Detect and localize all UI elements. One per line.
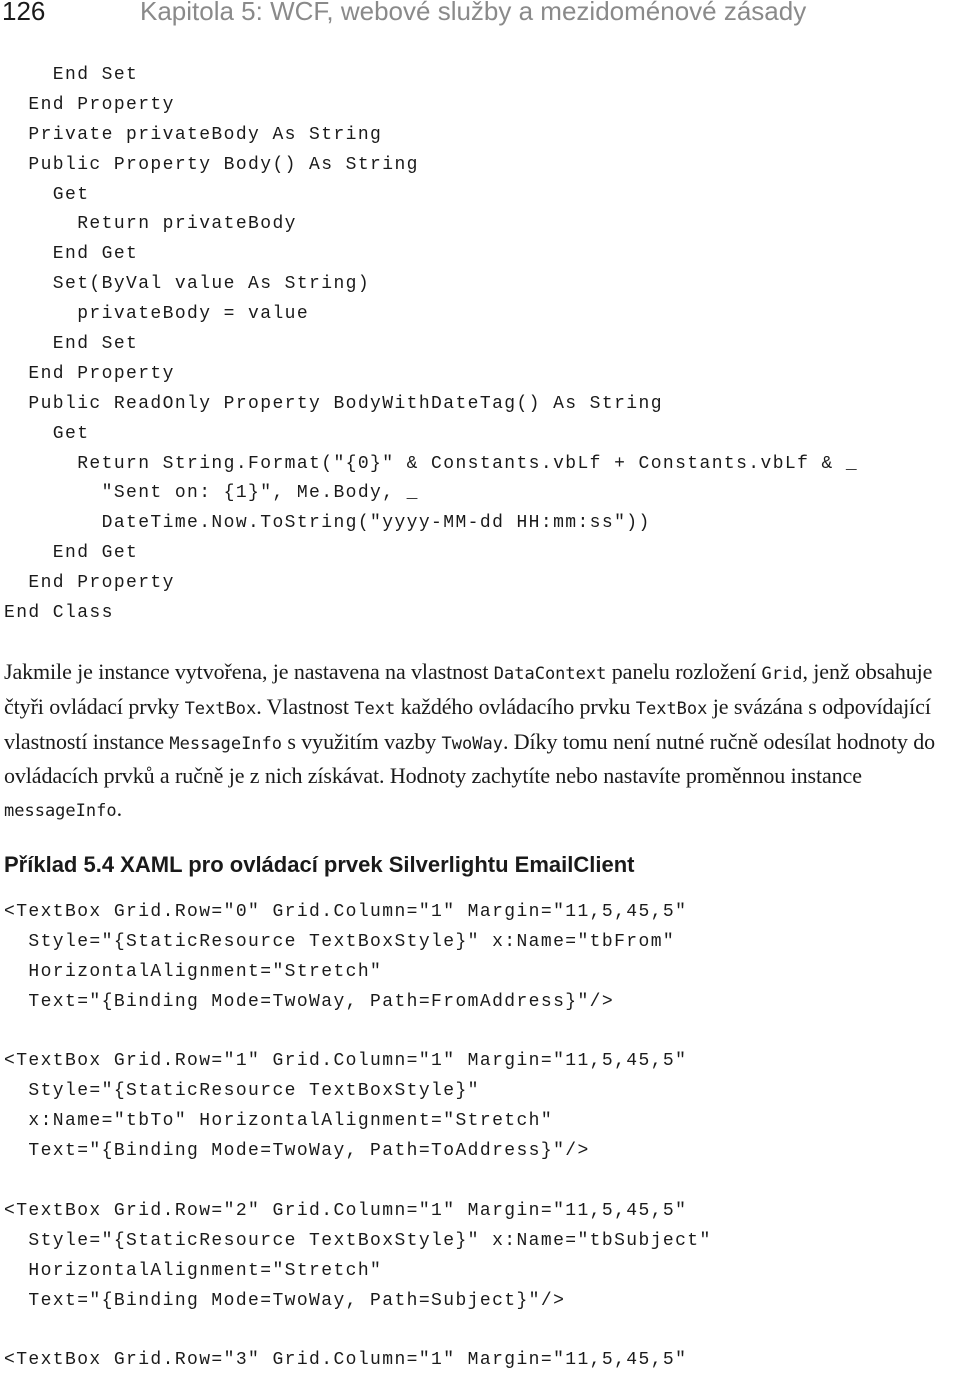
- code-line: Style="{StaticResource TextBoxStyle}" x:Name="tbSubject": [4, 1230, 712, 1251]
- paragraph-text: . Díky tomu není nutné ručně odesílat hodnoty do ovládacích prvků a ručně je z nich získávat. Hodnoty zachytíte nebo nastavíte proměnnou instance: [4, 728, 936, 789]
- code-line: Get: [4, 423, 90, 444]
- code-line: Style="{StaticResource TextBoxStyle}": [4, 1081, 480, 1102]
- inline-code: messageInfo: [4, 801, 117, 822]
- inline-code: TextBox: [184, 698, 257, 719]
- inline-code: Text: [354, 698, 396, 719]
- code-line: HorizontalAlignment="Stretch": [4, 1260, 383, 1281]
- code-line: Get: [4, 184, 90, 205]
- code-line: End Property: [4, 573, 175, 594]
- code-line: Text="{Binding Mode=TwoWay, Path=Subject}"/>: [4, 1290, 566, 1311]
- code-line: Return privateBody: [4, 214, 297, 235]
- inline-code: DataContext: [493, 664, 607, 684]
- code-listing-xaml: [4, 898, 712, 1376]
- code-line: End Set: [4, 65, 139, 85]
- inline-code: MessageInfo: [169, 733, 283, 754]
- code-line: [4, 1018, 712, 1048]
- page-number: 126: [2, 0, 46, 26]
- code-line: Public Property Body() As String: [4, 154, 419, 175]
- code-line: Text="{Binding Mode=TwoWay, Path=FromAddress}"/>: [4, 991, 615, 1012]
- body-paragraph: [4, 656, 956, 828]
- paragraph-text: panelu rozložení: [606, 659, 762, 684]
- code-line: End Class: [4, 603, 114, 624]
- code-line: DateTime.Now.ToString("yyyy-MM-dd HH:mm:ss")): [4, 513, 651, 534]
- code-line: <TextBox Grid.Row="1" Grid.Column="1" Margin="11,5,45,5": [4, 1051, 688, 1072]
- inline-code: TwoWay: [441, 733, 503, 754]
- code-line: Return String.Format("{0}" & Constants.vbLf + Constants.vbLf & _: [4, 453, 859, 474]
- code-line: <TextBox Grid.Row="3" Grid.Column="1" Margin="11,5,45,5": [4, 1350, 688, 1371]
- paragraph-text: Jakmile je instance vytvořena, je nastavena na vlastnost: [4, 659, 494, 684]
- code-line: End Property: [4, 94, 175, 115]
- paragraph-text: . Vlastnost: [256, 693, 355, 719]
- inline-code: TextBox: [635, 698, 708, 719]
- inline-code: Grid: [761, 664, 803, 684]
- code-line: <TextBox Grid.Row="2" Grid.Column="1" Margin="11,5,45,5": [4, 1200, 688, 1221]
- paragraph-text: s využitím vazby: [282, 728, 442, 754]
- code-line: x:Name="tbTo" HorizontalAlignment="Stretch": [4, 1111, 554, 1132]
- example-heading: Příklad 5.4 XAML pro ovládací prvek Silverlightu EmailClient: [4, 852, 635, 877]
- code-line: End Get: [4, 543, 139, 564]
- code-line: Set(ByVal value As String): [4, 274, 371, 295]
- code-line: Style="{StaticResource TextBoxStyle}" x:Name="tbFrom": [4, 931, 676, 952]
- code-line: Private privateBody As String: [4, 124, 383, 145]
- code-line: [4, 1167, 712, 1197]
- code-line: HorizontalAlignment="Stretch": [4, 961, 383, 982]
- code-line: "Sent on: {1}", Me.Body, _: [4, 483, 419, 504]
- chapter-title: Kapitola 5: WCF, webové služby a mezidoménové zásady: [140, 0, 807, 26]
- code-line: End Property: [4, 363, 175, 384]
- code-line: End Get: [4, 244, 139, 265]
- code-line: privateBody = value: [4, 304, 310, 325]
- paragraph-text: každého ovládacího prvku: [395, 693, 636, 719]
- code-line: [4, 1316, 712, 1346]
- page-header: [0, 0, 960, 30]
- paragraph-text: je svázána s odpovídající vlastností instance: [4, 693, 931, 754]
- paragraph-text: , jenž obsahuje čtyři ovládací prvky: [4, 659, 933, 719]
- paragraph-text: .: [116, 796, 122, 822]
- code-line: End Set: [4, 334, 139, 355]
- code-line: <TextBox Grid.Row="0" Grid.Column="1" Margin="11,5,45,5": [4, 902, 688, 922]
- code-line: Public ReadOnly Property BodyWithDateTag() As String: [4, 393, 663, 414]
- code-line: Text="{Binding Mode=TwoWay, Path=ToAddress}"/>: [4, 1141, 590, 1162]
- code-listing-vb: [4, 61, 858, 629]
